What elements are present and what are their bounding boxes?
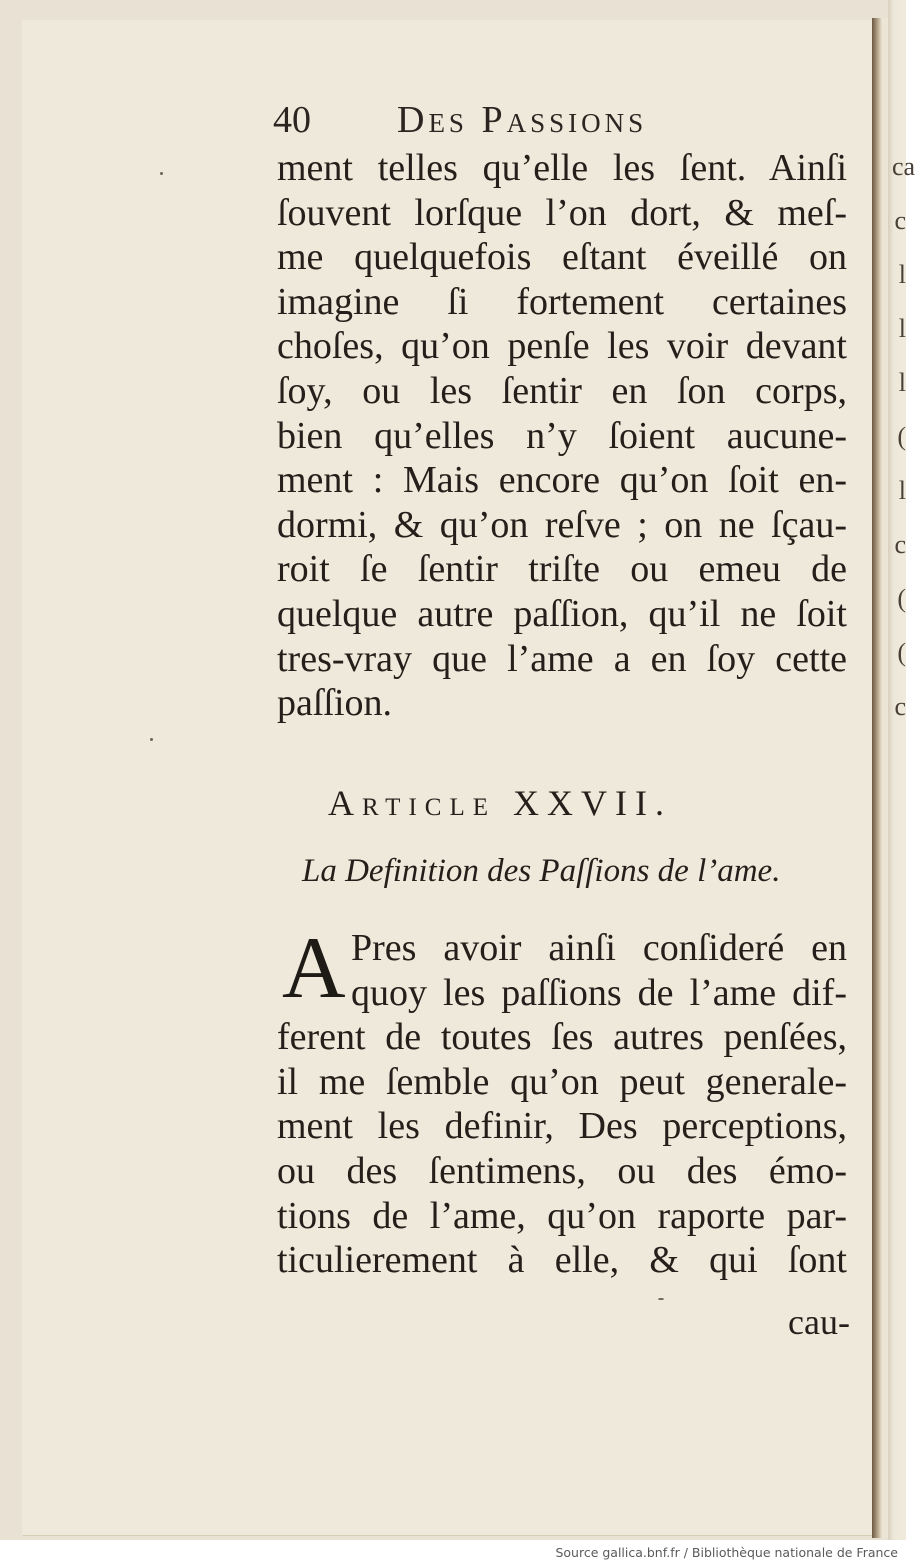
text-line: bien qu’elles n’y ſoient aucune- <box>277 414 847 457</box>
bleed-fragment: c <box>894 206 906 235</box>
paper-speck <box>160 172 163 175</box>
text-line: imagine ſi fortement certaines <box>277 280 847 323</box>
running-title: Des Passions <box>397 99 648 141</box>
article-heading: Article XXVII. <box>328 783 672 823</box>
facing-page-bleed <box>892 140 915 734</box>
page-number: 40 <box>273 99 311 141</box>
bleed-fragment: l <box>898 476 906 505</box>
bleed-fragment: c <box>894 530 906 559</box>
text-line: me quelquefois eſtant éveillé on <box>277 236 847 279</box>
text-line: quelque autre paſſion, qu’il ne ſoit <box>277 592 847 635</box>
text-line: ment les definir, Des perceptions, <box>277 1105 847 1148</box>
bleed-fragment: ( <box>897 638 906 667</box>
running-head <box>273 96 833 144</box>
text-line: quoy les paſſions de l’ame dif- <box>351 971 847 1014</box>
text-line: ou des ſentimens, ou des émo- <box>277 1149 847 1192</box>
source-footer: Source gallica.bnf.fr / Bibliothèque nationale de France <box>555 1545 898 1560</box>
text-line: tres-vray que l’ame a en ſoy cette <box>277 637 847 680</box>
drop-cap: A <box>282 920 346 1017</box>
paper-speck <box>658 1298 664 1300</box>
text-line: choſes, qu’on penſe les voir devant <box>277 325 847 368</box>
text-line: ticulierement à elle, & qui ſont <box>277 1239 847 1282</box>
bleed-fragment: c <box>894 692 906 721</box>
text-line: dormi, & qu’on reſve ; on ne ſçau- <box>277 503 847 546</box>
paragraph-2 <box>277 920 847 1283</box>
text-line: tions de l’ame, qu’on raporte par- <box>277 1194 847 1237</box>
text-line: ferent de toutes ſes autres penſées, <box>277 1016 847 1059</box>
text-line: roit ſe ſentir triſte ou emeu de <box>277 548 847 591</box>
article-title: La Definition des Paſſions de l’ame. <box>302 853 781 889</box>
bleed-fragment: ( <box>897 422 906 451</box>
bleed-fragment: ca <box>892 152 915 181</box>
text-line: paſſion. <box>277 682 393 725</box>
bleed-fragment: l <box>898 368 906 397</box>
bleed-fragment: l <box>898 260 906 289</box>
bleed-fragment: l <box>898 314 906 343</box>
text-line: ment telles qu’elle les ſent. Ainſi <box>277 147 847 189</box>
text-line: ment : Mais encore qu’on ſoit en- <box>277 459 847 502</box>
paragraph-1 <box>277 146 847 726</box>
catchword: cau- <box>788 1302 850 1342</box>
text-line: ſoy, ou les ſentir en ſon corps, <box>277 369 847 412</box>
bleed-fragment: ( <box>897 584 906 613</box>
text-line: ſouvent lorſque l’on dort, & meſ- <box>277 191 847 234</box>
text-line: Pres avoir ainſi conſideré en <box>351 927 847 969</box>
paper-speck <box>150 738 153 741</box>
text-line: il me ſemble qu’on peut generale- <box>277 1060 847 1103</box>
